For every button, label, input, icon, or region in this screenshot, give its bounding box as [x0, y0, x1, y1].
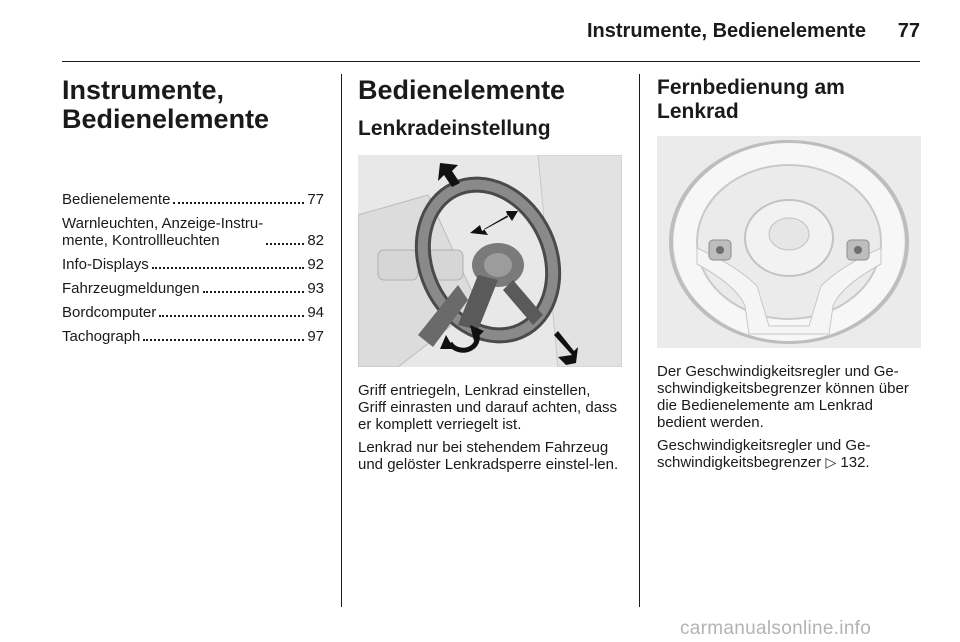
running-header-title: Instrumente, Bedienelemente: [587, 20, 866, 42]
subsection-heading: Lenkradeinstellung: [358, 117, 551, 140]
remote-control-description: Der Geschwindigkeitsregler und Ge-schwindigkeitsbegrenzer können über die Bedienelemente am Lenkrad bedient werden.: [657, 363, 909, 431]
page-number: 77: [897, 20, 920, 42]
chapter-column: [62, 76, 324, 352]
controls-column: [358, 76, 622, 473]
steering-adjust-illustration-drawing: [358, 155, 622, 367]
steering-adjust-illustration: [358, 155, 622, 367]
section-heading: Bedienelemente: [358, 75, 566, 105]
chapter-heading: Instrumente, Bedienelemente: [62, 75, 270, 134]
column-divider-2: [639, 74, 640, 607]
adjust-instructions: Griff entriegeln, Lenkrad einstellen, Griff einrasten und darauf achten, dass er komplett verriegelt ist.: [358, 382, 618, 433]
table-of-contents: [62, 191, 324, 345]
toc-entry-info-displays[interactable]: Info-Displays 92: [62, 256, 324, 273]
adjust-warning: Lenkrad nur bei stehendem Fahrzeug und gelöster Lenkradsperre einstel-len.: [358, 439, 619, 473]
triangle-ref-icon: ▷: [825, 454, 837, 470]
toc-entry-warnleuchten[interactable]: Warnleuchten, Anzeige-Instru- mente, Kontrollleuchten 82: [62, 215, 324, 249]
toc-entry-tachograph[interactable]: Tachograph 97: [62, 328, 324, 345]
toc-entry-fahrzeugmeldungen[interactable]: Fahrzeugmeldungen 93: [62, 280, 324, 297]
remote-control-heading: Fernbedienung am Lenkrad: [657, 76, 845, 123]
toc-entry-bedienelemente[interactable]: Bedienelemente 77: [62, 191, 324, 208]
steering-wheel-controls-illustration: [657, 136, 921, 348]
column-divider-1: [341, 74, 342, 607]
remote-control-reference: Geschwindigkeitsregler und Ge-schwindigkeitsbegrenzer ▷ 132.: [657, 437, 871, 471]
watermark: carmanualsonline.info: [680, 618, 872, 639]
page-link-132[interactable]: 132.: [840, 454, 870, 471]
remote-control-column: [657, 76, 921, 471]
toc-entry-bordcomputer[interactable]: Bordcomputer 94: [62, 304, 324, 321]
steering-wheel-drawing: [657, 136, 921, 348]
header-rule: [62, 61, 920, 62]
